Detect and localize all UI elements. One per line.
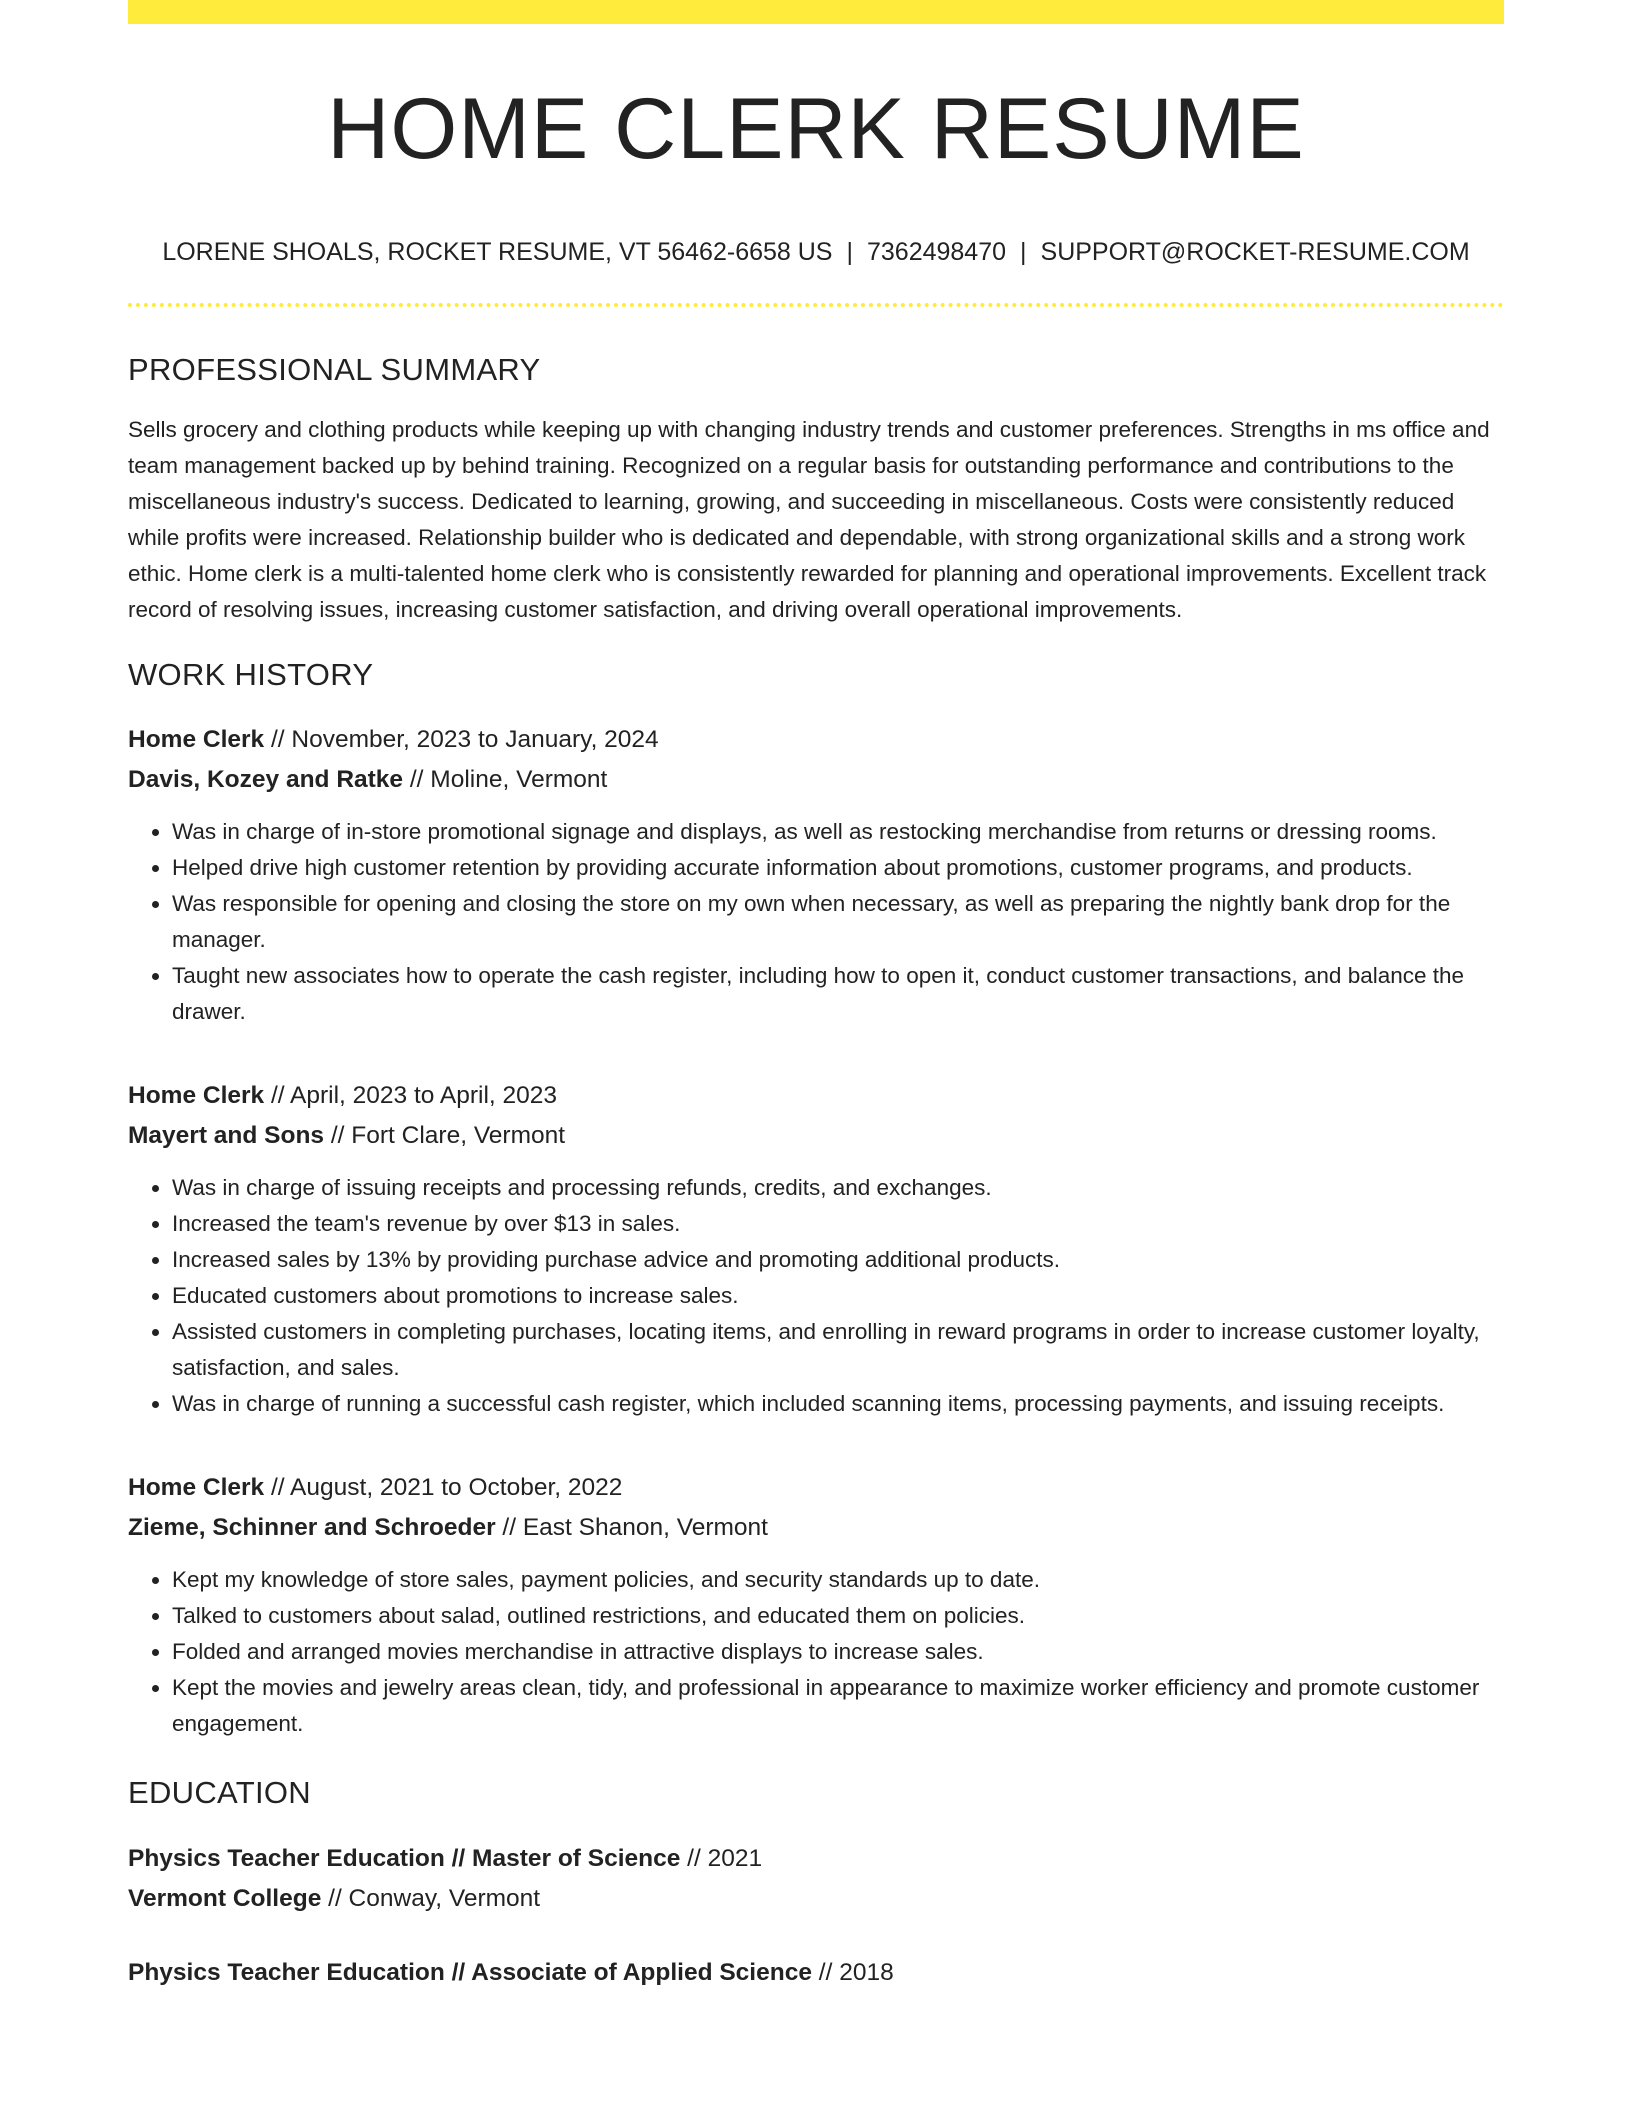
job-bullet: • Helped drive high customer retention by providing accurate information about promotions, customer programs, and products. [172,850,1504,886]
job-bullet: • Was in charge of in-store promotional signage and displays, as well as restocking merchandise from returns or dressing rooms. [172,814,1504,850]
job-entry [128,720,1504,1030]
contact-separator: | [846,238,853,266]
job-location: // East Shanon, Vermont [495,1514,768,1542]
education-school-line [128,1879,1504,1919]
job-company: Davis, Kozey and Ratke [128,766,404,794]
education-degree: Physics Teacher Education // Associate of Applied Science [128,1958,812,1986]
resume-title: HOME CLERK RESUME [327,81,1305,177]
resume-page [128,0,1504,1993]
job-bullet: • Assisted customers in completing purchases, locating items, and enrolling in reward programs in order to increase customer loyalty, satisfaction, and sales. [172,1314,1504,1386]
job-bullets [128,1562,1504,1742]
education-degree-line [128,1839,1504,1879]
job-title: Home Clerk [128,1474,265,1502]
job-bullet: • Was responsible for opening and closing the store on my own when necessary, as well as preparing the nightly bank drop for the manager. [172,886,1504,958]
contact-address: LORENE SHOALS, ROCKET RESUME, VT 56462-6658 US [162,238,833,266]
job-entry [128,1076,1504,1422]
job-bullets [128,1170,1504,1422]
dotted-divider [128,303,1504,307]
job-title-line [128,1468,1504,1508]
job-bullet: • Was in charge of running a successful cash register, which included scanning items, processing payments, and issuing receipts. [172,1386,1504,1422]
job-dates: // April, 2023 to April, 2023 [264,1082,557,1110]
education-list [128,1839,1504,1993]
contact-separator: | [1020,238,1027,266]
job-location: // Fort Clare, Vermont [324,1122,566,1150]
job-company-line [128,1508,1504,1548]
job-company-line [128,1116,1504,1156]
summary-text: Sells grocery and clothing products while keeping up with changing industry trends and customer preferences. Strengths in ms office and team management backed up by behind training. Recognized on a regular basis for outstanding performance and contributions to the miscellaneous industry's success. Dedicated to learning, growing, and succeeding in miscellaneous. Costs were consistently reduced while profits were increased. Relationship builder who is dedicated and dependable, with strong organizational skills and a strong work ethic. Home clerk is a multi-talented home clerk who is consistently rewarded for planning and operational improvements. Excellent track record of resolving issues, increasing customer satisfaction, and driving overall operational improvements. [128,417,1490,623]
education-location: // Conway, Vermont [321,1884,541,1912]
education-degree-line [128,1953,1504,1993]
education-entry [128,1953,1504,1993]
job-bullet: • Kept the movies and jewelry areas clean, tidy, and professional in appearance to maximize worker efficiency and promote customer engagement. [172,1670,1504,1742]
job-bullet: • Taught new associates how to operate the cash register, including how to open it, conduct customer transactions, and balance the drawer. [172,958,1504,1030]
job-bullet: • Increased the team's revenue by over $13 in sales. [172,1206,1504,1242]
job-bullet: • Increased sales by 13% by providing purchase advice and promoting additional products. [172,1242,1504,1278]
education-school: Vermont College [128,1884,322,1912]
accent-top-bar [128,0,1504,24]
job-entry [128,1468,1504,1742]
job-company-line [128,760,1504,800]
job-title-line [128,720,1504,760]
job-bullet: • Folded and arranged movies merchandise in attractive displays to increase sales. [172,1634,1504,1670]
job-title: Home Clerk [128,1082,265,1110]
work-history-heading: WORK HISTORY [128,657,374,693]
contact-email: SUPPORT@ROCKET-RESUME.COM [1040,238,1470,266]
job-bullets [128,814,1504,1030]
work-history-list [128,720,1504,1742]
job-bullet: • Was in charge of issuing receipts and processing refunds, credits, and exchanges. [172,1170,1504,1206]
summary-heading: PROFESSIONAL SUMMARY [128,352,541,387]
education-degree: Physics Teacher Education // Master of Science [128,1844,681,1872]
job-location: // Moline, Vermont [403,766,608,794]
job-title-line [128,1076,1504,1116]
education-year: // 2021 [680,1844,763,1872]
job-bullet: • Kept my knowledge of store sales, payment policies, and security standards up to date. [172,1562,1504,1598]
job-title: Home Clerk [128,726,265,754]
contact-line [128,237,1504,267]
job-company: Mayert and Sons [128,1122,325,1150]
education-year: // 2018 [811,1958,894,1986]
job-dates: // November, 2023 to January, 2024 [264,726,659,754]
job-bullet: • Talked to customers about salad, outlined restrictions, and educated them on policies. [172,1598,1504,1634]
education-entry [128,1839,1504,1919]
job-dates: // August, 2021 to October, 2022 [264,1474,623,1502]
job-company: Zieme, Schinner and Schroeder [128,1514,496,1542]
contact-phone: 7362498470 [866,238,1007,266]
job-bullet: • Educated customers about promotions to increase sales. [172,1278,1504,1314]
education-heading: EDUCATION [128,1775,311,1811]
